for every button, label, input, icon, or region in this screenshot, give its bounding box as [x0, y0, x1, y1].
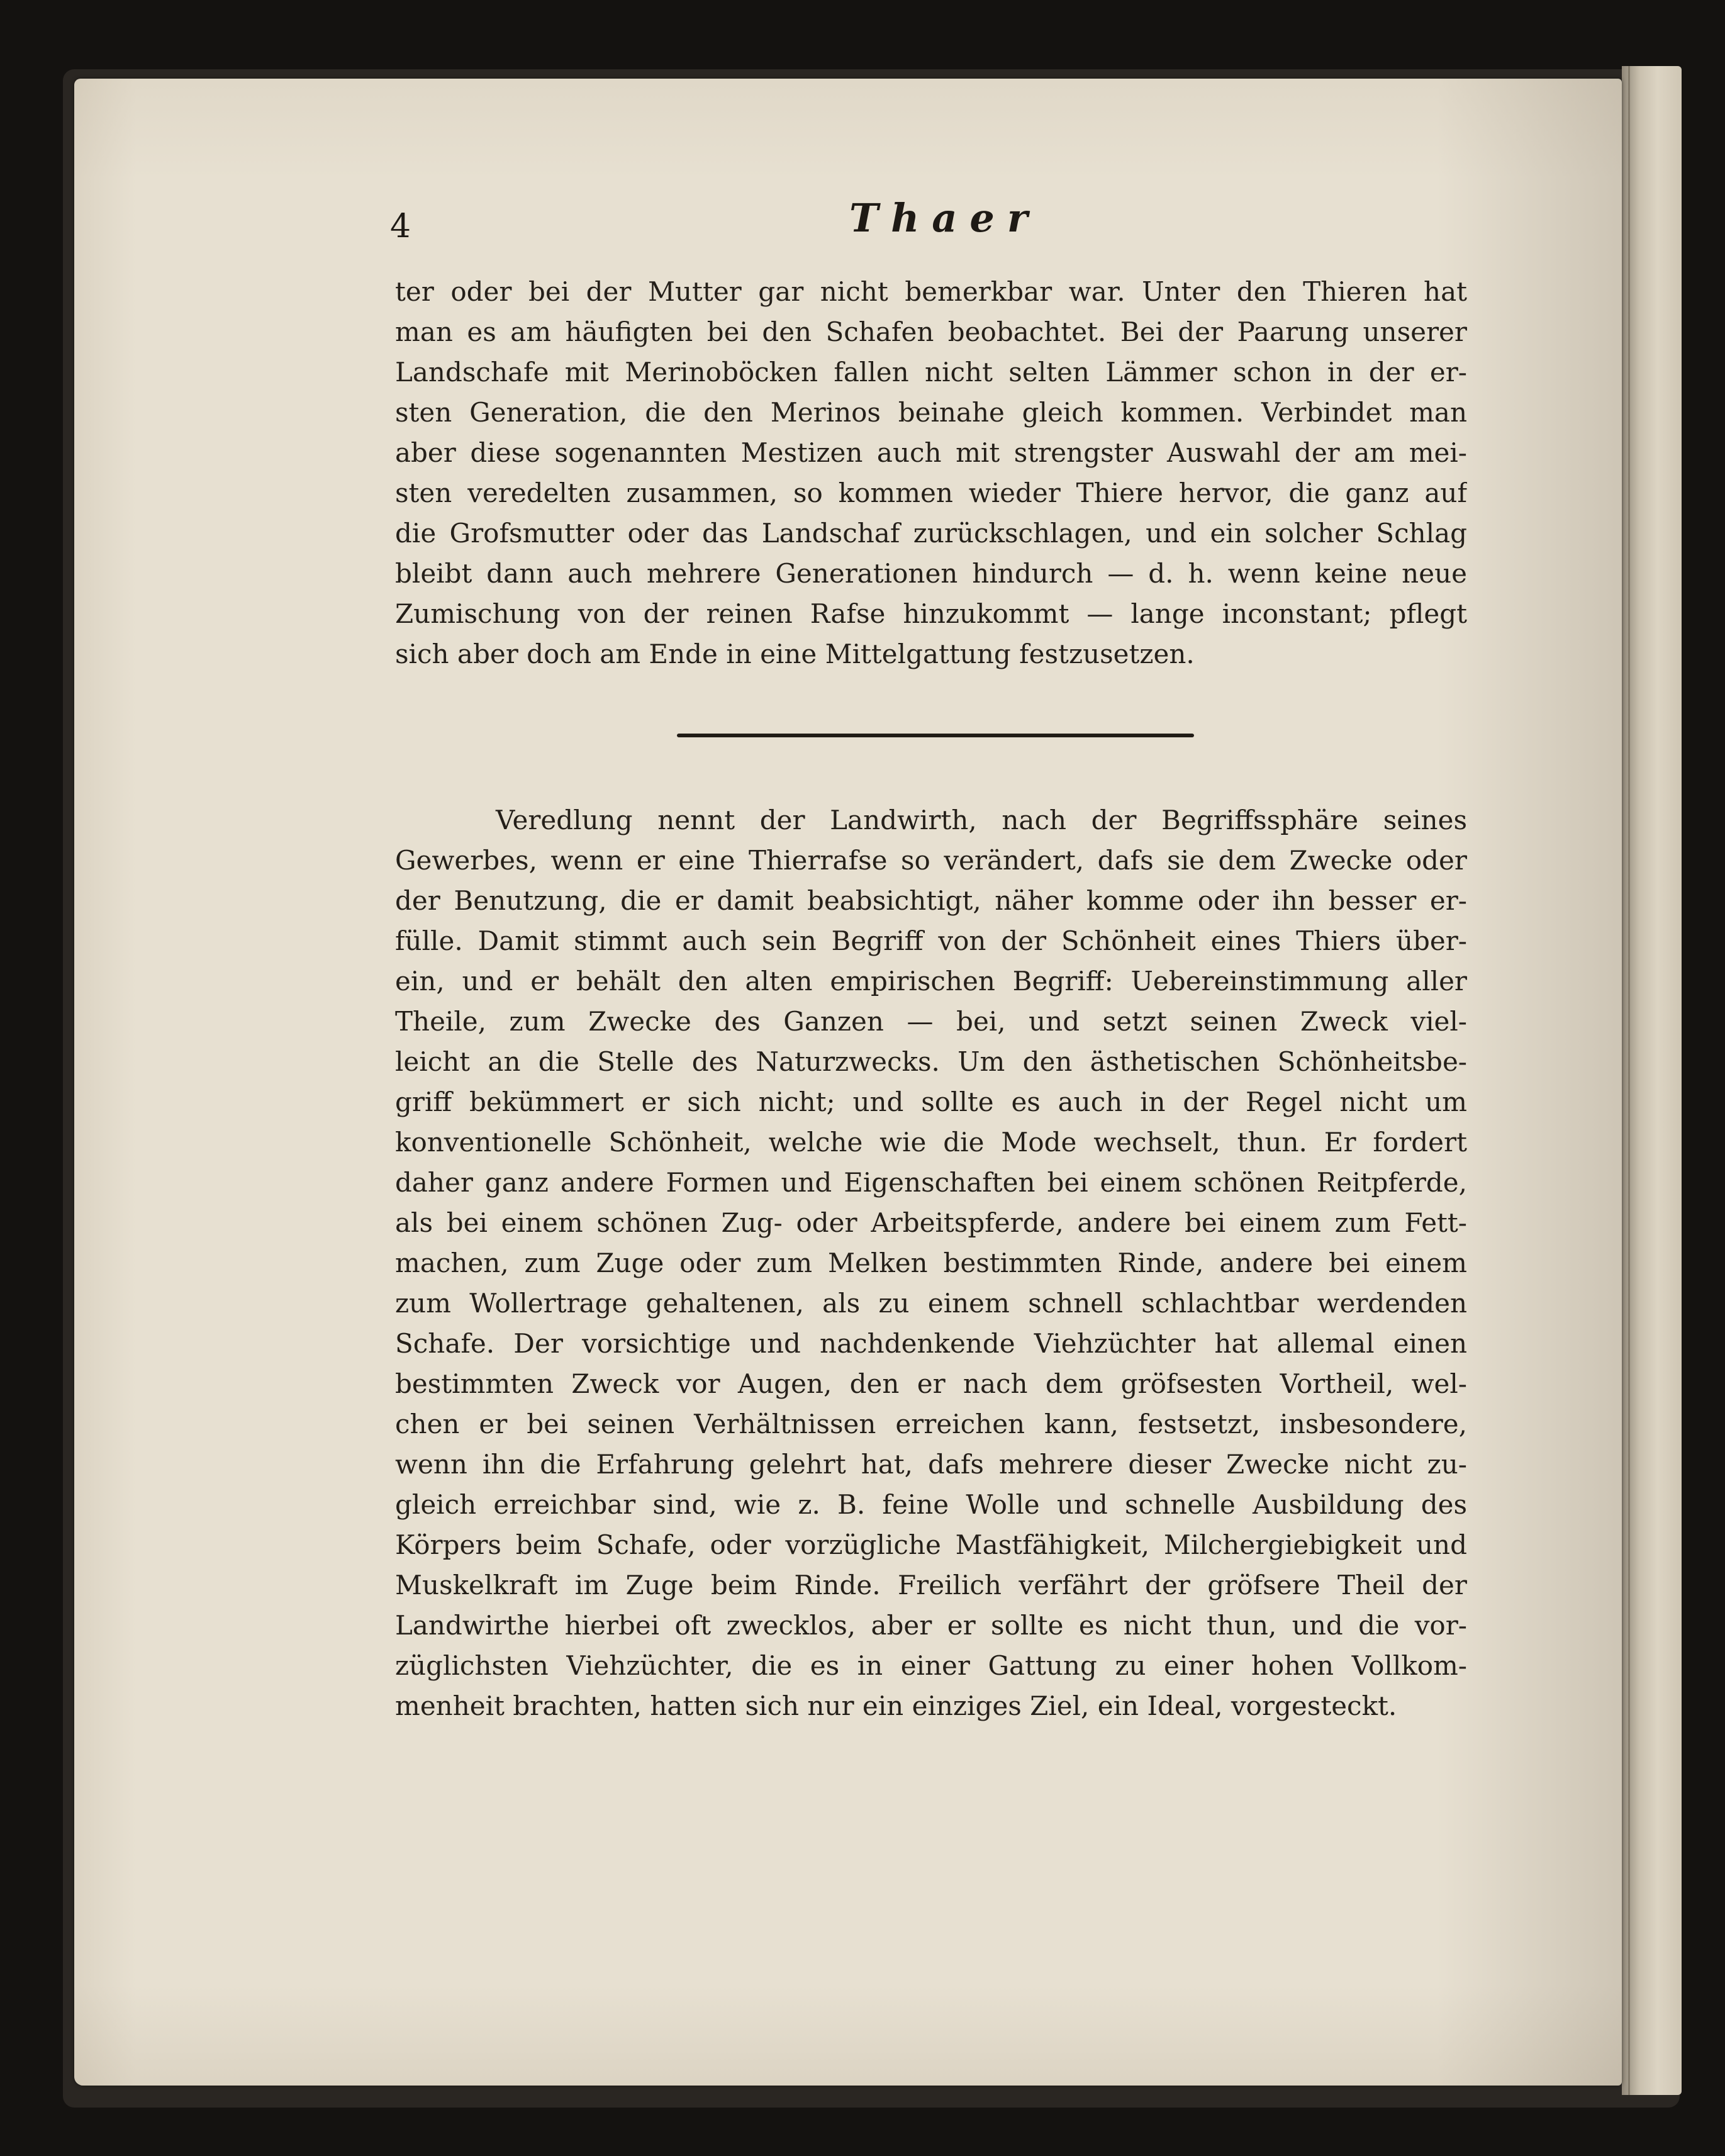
facing-page-edge	[1622, 66, 1682, 2095]
text-line: konventionelle Schönheit, welche wie die Mode wechselt, thun. Er fordert	[395, 1127, 1467, 1158]
text-line: daher ganz andere Formen und Eigenschaften bei einem schönen Reitpferde,	[395, 1167, 1467, 1198]
text-line: ein, und er behält den alten empirischen Begriff: Uebereinstimmung aller	[395, 966, 1467, 997]
text-line: bestimmten Zweck vor Augen, den er nach dem gröfsesten Vortheil, wel-	[395, 1368, 1467, 1399]
text-line: die Grofsmutter oder das Landschaf zurückschlagen, und ein solcher Schlag	[395, 518, 1467, 549]
text-line: zum Wollertrage gehaltenen, als zu einem schnell schlachtbar werdenden	[395, 1288, 1467, 1319]
paragraph-1	[395, 272, 1467, 674]
text-line: man es am häufigten bei den Schafen beobachtet. Bei der Paarung unserer	[395, 316, 1467, 347]
text-line: fülle. Damit stimmt auch sein Begriff von der Schönheit eines Thiers über-	[395, 925, 1467, 956]
text-line: Veredlung nennt der Landwirth, nach der Begriffssphäre seines	[496, 805, 1467, 835]
text-line: wenn ihn die Erfahrung gelehrt hat, dafs mehrere dieser Zwecke nicht zu-	[395, 1449, 1467, 1480]
text-line: Landwirthe hierbei oft zwecklos, aber er sollte es nicht thun, und die vor-	[395, 1610, 1467, 1641]
page-header	[390, 195, 1585, 252]
text-line: als bei einem schönen Zug- oder Arbeitspferde, andere bei einem zum Fett-	[395, 1207, 1467, 1238]
text-line: sich aber doch am Ende in eine Mittelgattung festzusetzen.	[395, 639, 1195, 669]
text-line: der Benutzung, die er damit beabsichtigt, näher komme oder ihn besser er-	[395, 885, 1467, 916]
section-divider	[677, 734, 1194, 737]
text-line: Körpers beim Schafe, oder vorzügliche Mastfähigkeit, Milchergiebigkeit und	[395, 1529, 1467, 1560]
text-line: Gewerbes, wenn er eine Thierrafse so verändert, dafs sie dem Zwecke oder	[395, 845, 1467, 876]
text-line: bleibt dann auch mehrere Generationen hindurch — d. h. wenn keine neue	[395, 558, 1467, 589]
text-line: chen er bei seinen Verhältnissen erreichen kann, festsetzt, insbesondere,	[395, 1409, 1467, 1439]
paragraph-2	[395, 800, 1467, 1726]
text-line: aber diese sogenannten Mestizen auch mit strengster Auswahl der am mei-	[395, 437, 1467, 468]
text-line: griff bekümmert er sich nicht; und sollte es auch in der Regel nicht um	[395, 1086, 1467, 1117]
text-line: sten veredelten zusammen, so kommen wieder Thiere hervor, die ganz auf	[395, 478, 1467, 508]
text-line: Landschafe mit Merinoböcken fallen nicht selten Lämmer schon in der er-	[395, 357, 1467, 388]
text-line: sten Generation, die den Merinos beinahe gleich kommen. Verbindet man	[395, 397, 1467, 428]
text-line: Muskelkraft im Zuge beim Rinde. Freilich verfährt der gröfsere Theil der	[395, 1570, 1467, 1600]
text-line: ter oder bei der Mutter gar nicht bemerkbar war. Unter den Thieren hat	[395, 276, 1467, 307]
page-number: 4	[390, 208, 411, 245]
text-line: leicht an die Stelle des Naturzwecks. Um den ästhetischen Schönheitsbe-	[395, 1046, 1467, 1077]
text-line: Theile, zum Zwecke des Ganzen — bei, und setzt seinen Zweck viel-	[395, 1006, 1467, 1037]
text-line: machen, zum Zuge oder zum Melken bestimmten Rinde, andere bei einem	[395, 1248, 1467, 1278]
text-line: Zumischung von der reinen Rafse hinzukommt — lange inconstant; pflegt	[395, 598, 1467, 629]
text-line: menheit brachten, hatten sich nur ein einziges Ziel, ein Ideal, vorgesteckt.	[395, 1690, 1397, 1721]
text-line: züglichsten Viehzüchter, die es in einer Gattung zu einer hohen Vollkom-	[395, 1650, 1467, 1681]
text-line: gleich erreichbar sind, wie z. B. feine Wolle und schnelle Ausbildung des	[395, 1489, 1467, 1520]
running-head: Thaer	[849, 195, 1041, 241]
text-line: Schafe. Der vorsichtige und nachdenkende Viehzüchter hat allemal einen	[395, 1328, 1467, 1359]
